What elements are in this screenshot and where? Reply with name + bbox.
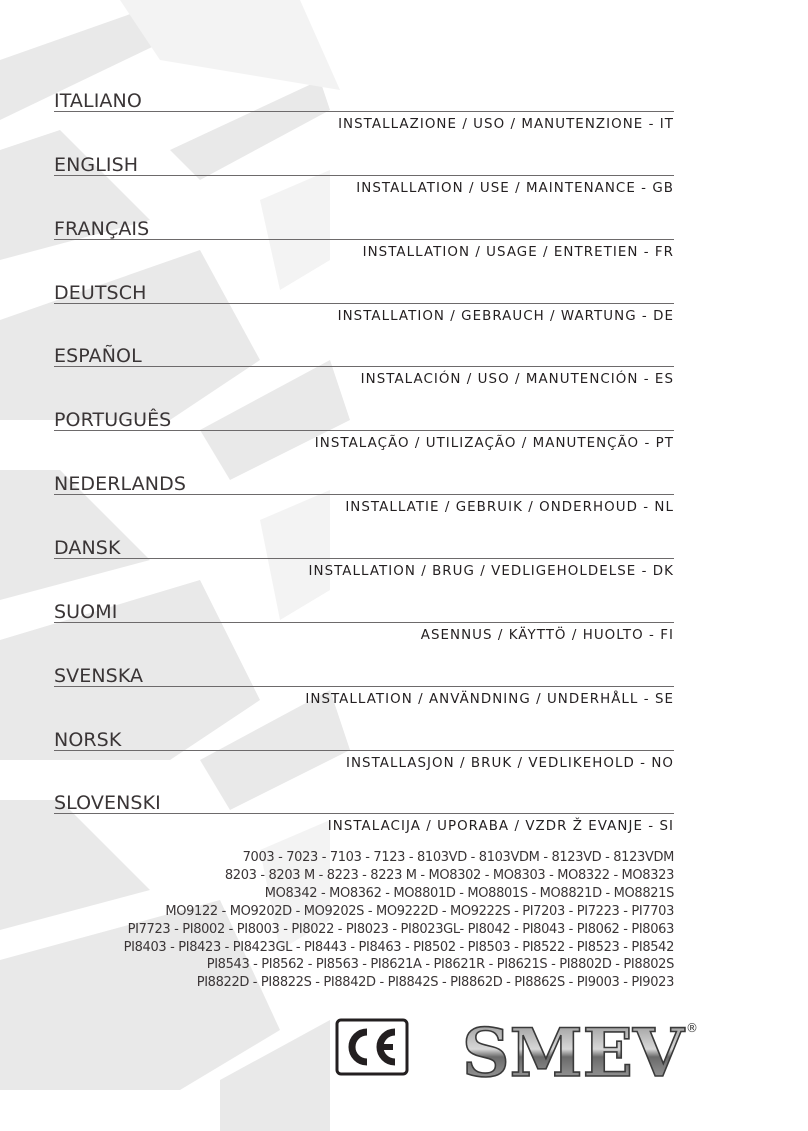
model-list: [124, 849, 674, 992]
section-de: [54, 282, 674, 346]
language-heading: SVENSKA: [54, 665, 144, 687]
section-nl: [54, 473, 674, 537]
section-subtitle: INSTALAÇÃO / UTILIZAÇÃO / MANUTENÇÃO - PT: [314, 436, 674, 451]
model-line: MO8342 - MO8362 - MO8801D - MO8801S - MO8821D - MO8821S: [264, 885, 674, 901]
language-heading: SUOMI: [54, 601, 118, 623]
language-heading: DANSK: [54, 537, 121, 559]
model-line: MO9122 - MO9202D - MO9202S - MO9222D - MO9222S - PI7203 - PI7223 - PI7703: [165, 903, 674, 919]
divider-line: [54, 366, 674, 367]
section-no: [54, 729, 674, 793]
registered-mark: ®: [686, 1021, 698, 1035]
section-es: [54, 345, 674, 409]
section-subtitle: INSTALLASJON / BRUK / VEDLIKEHOLD - NO: [345, 756, 674, 771]
section-subtitle: INSTALACIÓN / USO / MANUTENCIÓN - ES: [360, 372, 674, 387]
divider-line: [54, 239, 674, 240]
divider-line: [54, 813, 674, 814]
section-fi: [54, 601, 674, 665]
language-heading: ESPAÑOL: [54, 345, 142, 367]
divider-line: [54, 686, 674, 687]
section-subtitle: INSTALLAZIONE / USO / MANUTENZIONE - IT: [338, 117, 674, 132]
section-subtitle: INSTALLATION / BRUG / VEDLIGEHOLDELSE - DK: [308, 564, 674, 579]
language-heading: ITALIANO: [54, 90, 142, 112]
model-line: 8203 - 8203 M - 8223 - 8223 M - MO8302 - MO8303 - MO8322 - MO8323: [224, 867, 674, 883]
logo-text: SMEV: [462, 1014, 686, 1086]
model-line: PI8543 - PI8562 - PI8563 - PI8621A - PI8621R - PI8621S - PI8802D - PI8802S: [206, 957, 674, 973]
language-heading: FRANÇAIS: [54, 218, 150, 240]
section-subtitle: INSTALLATIE / GEBRUIK / ONDERHOUD - NL: [345, 500, 674, 515]
divider-line: [54, 558, 674, 559]
divider-line: [54, 494, 674, 495]
section-gb: [54, 154, 674, 218]
language-heading: NEDERLANDS: [54, 473, 186, 495]
section-si: [54, 792, 674, 856]
section-se: [54, 665, 674, 729]
model-line: PI8403 - PI8423 - PI8423GL - PI8443 - PI8463 - PI8502 - PI8503 - PI8522 - PI8523 - PI8542: [123, 939, 674, 955]
section-subtitle: INSTALLATION / GEBRAUCH / WARTUNG - DE: [337, 309, 674, 324]
section-subtitle: INSTALLATION / USAGE / ENTRETIEN - FR: [362, 245, 674, 260]
section-dk: [54, 537, 674, 601]
model-line: 7003 - 7023 - 7103 - 7123 - 8103VD - 8103VDM - 8123VD - 8123VDM: [242, 850, 674, 865]
language-heading: NORSK: [54, 729, 122, 751]
model-line: PI8822D - PI8822S - PI8842D - PI8842S - PI8862D - PI8862S - PI9003 - PI9023: [196, 975, 674, 991]
section-fr: [54, 218, 674, 282]
section-subtitle: INSTALLATION / ANVÄNDNING / UNDERHÅLL - SE: [305, 692, 674, 707]
model-line: PI7723 - PI8002 - PI8003 - PI8022 - PI8023 - PI8023GL- PI8042 - PI8043 - PI8062 - PI8063: [127, 921, 674, 937]
section-subtitle: INSTALACIJA / UPORABA / VZDR Ž EVANJE - SI: [327, 819, 674, 834]
section-subtitle: INSTALLATION / USE / MAINTENANCE - GB: [356, 181, 674, 196]
divider-line: [54, 750, 674, 751]
divider-line: [54, 430, 674, 431]
language-heading: ENGLISH: [54, 154, 139, 176]
smev-logo: [460, 1014, 700, 1086]
divider-line: [54, 303, 674, 304]
divider-line: [54, 175, 674, 176]
language-heading: DEUTSCH: [54, 282, 147, 304]
divider-line: [54, 111, 674, 112]
ce-mark-icon: [335, 1018, 409, 1076]
language-heading: PORTUGUÊS: [54, 409, 172, 431]
section-pt: [54, 409, 674, 473]
section-it: [54, 90, 674, 154]
divider-line: [54, 622, 674, 623]
language-heading: SLOVENSKI: [54, 792, 161, 814]
section-subtitle: ASENNUS / KÄYTTÖ / HUOLTO - FI: [420, 628, 674, 643]
